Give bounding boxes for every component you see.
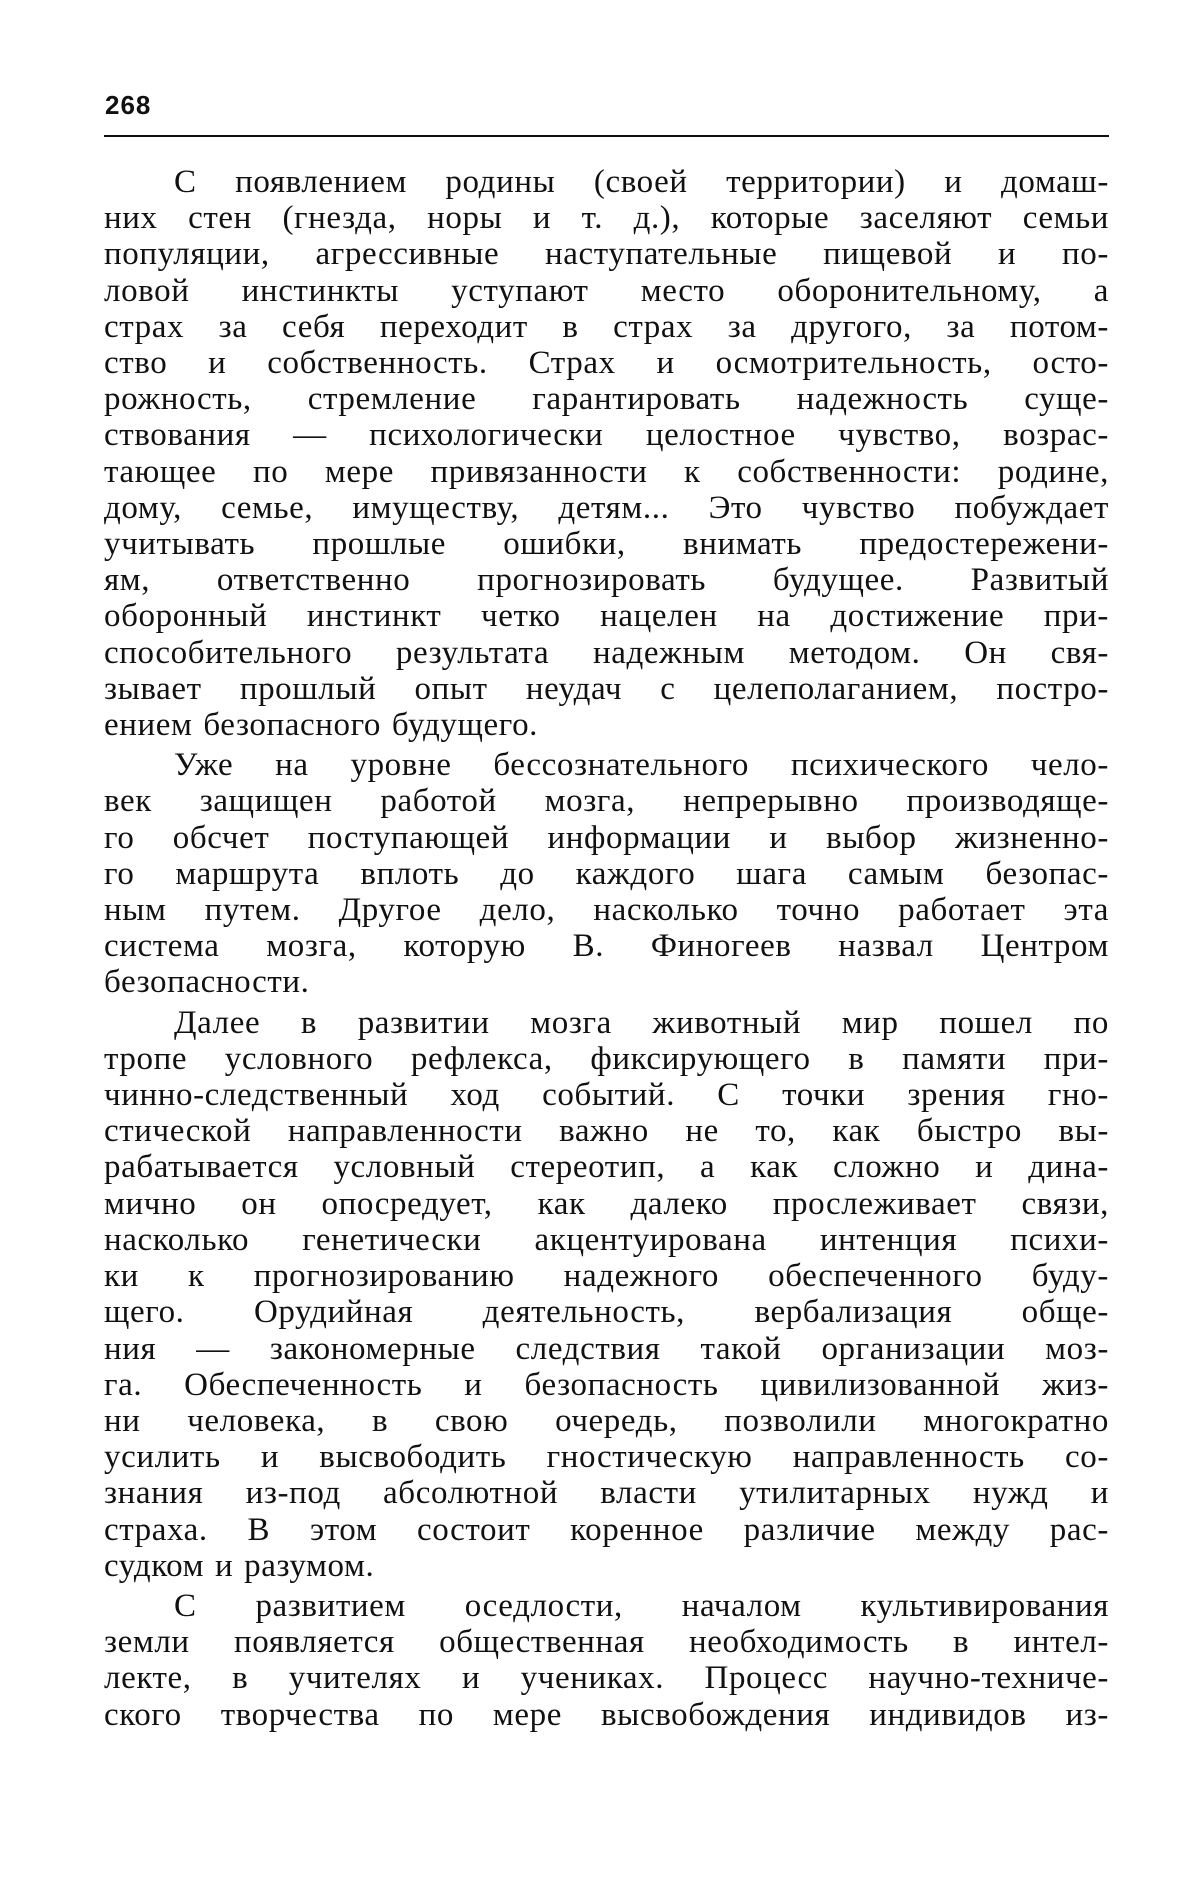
paragraph-2 <box>104 747 1109 1000</box>
text-line: рожность, стремление гарантировать надежность суще- <box>104 381 1109 418</box>
text-line: век защищен работой мозга, непрерывно производяще- <box>104 783 1109 820</box>
text-line: ловой инстинкты уступают место оборонительному, а <box>104 272 1109 309</box>
text-line: знания из-под абсолютной власти утилитарных нужд и <box>104 1475 1109 1512</box>
text-line: стической направленности важно не то, как быстро вы- <box>104 1113 1109 1150</box>
text-line: способительного результата надежным методом. Он свя- <box>104 634 1109 671</box>
paragraph-3 <box>104 1005 1109 1584</box>
text-line: учитывать прошлые ошибки, внимать предостережени- <box>104 526 1109 563</box>
text-line: Уже на уровне бессознательного психического чело- <box>174 747 1109 784</box>
text-line: них стен (гнезда, норы и т. д.), которые заселяют семьи <box>104 200 1109 237</box>
text-line: лекте, в учителях и учениках. Процесс научно-техниче- <box>104 1660 1109 1697</box>
text-line: Далее в развитии мозга животный мир пошел по <box>174 1004 1109 1041</box>
text-line: ствования — психологически целостное чувство, возрас- <box>104 417 1109 454</box>
text-line: популяции, агрессивные наступательные пищевой и по- <box>104 236 1109 273</box>
text-line: ным путем. Другое дело, насколько точно работает эта <box>104 892 1109 929</box>
text-line: С развитием оседлости, началом культивирования <box>174 1587 1109 1624</box>
text-line: судком и разумом. <box>104 1547 375 1584</box>
text-line: ство и собственность. Страх и осмотрительность, осто- <box>104 345 1109 382</box>
text-line: дому, семье, имуществу, детям... Это чувство побуждает <box>104 489 1109 526</box>
text-line: страха. В этом состоит коренное различие между рас- <box>104 1511 1109 1548</box>
header-rule <box>104 135 1109 137</box>
text-line: насколько генетически акцентуирована интенция психи- <box>104 1221 1109 1258</box>
text-line: страх за себя переходит в страх за другого, за потом- <box>104 308 1109 345</box>
text-line: ского творчества по мере высвобождения индивидов из- <box>104 1696 1109 1733</box>
text-line: ям, ответственно прогнозировать будущее. Развитый <box>104 562 1109 599</box>
text-line: тропе условного рефлекса, фиксирующего в памяти при- <box>104 1040 1109 1077</box>
text-line: ния — закономерные следствия такой организации моз- <box>104 1330 1109 1367</box>
paragraph-1 <box>104 164 1109 743</box>
text-line: мично он опосредует, как далеко прослеживает связи, <box>104 1185 1109 1222</box>
text-line: га. Обеспеченность и безопасность цивилизованной жиз- <box>104 1366 1109 1403</box>
text-line: щего. Орудийная деятельность, вербализация обще- <box>104 1294 1109 1331</box>
text-line: С появлением родины (своей территории) и домаш- <box>174 164 1109 200</box>
page-number: 268 <box>105 90 152 120</box>
paragraph-4 <box>104 1588 1109 1733</box>
text-line: ни человека, в свою очередь, позволили многократно <box>104 1402 1109 1439</box>
text-line: го маршрута вплоть до каждого шага самым безопас- <box>104 855 1109 892</box>
text-line: безопасности. <box>104 964 310 1001</box>
text-line: ением безопасного будущего. <box>104 707 539 744</box>
text-line: рабатывается условный стереотип, а как сложно и дина- <box>104 1149 1109 1186</box>
text-line: зывает прошлый опыт неудач с целеполаганием, постро- <box>104 670 1109 707</box>
text-line: го обсчет поступающей информации и выбор жизненно- <box>104 819 1109 856</box>
text-line: тающее по мере привязанности к собственности: родине, <box>104 453 1109 490</box>
text-line: усилить и высвободить гностическую направленность со- <box>104 1439 1109 1476</box>
text-line: ки к прогнозированию надежного обеспеченного буду- <box>104 1258 1109 1295</box>
text-line: земли появляется общественная необходимость в интел- <box>104 1624 1109 1661</box>
text-line: оборонный инстинкт четко нацелен на достижение при- <box>104 598 1109 635</box>
text-line: чинно-следственный ход событий. С точки зрения гно- <box>104 1077 1109 1114</box>
body-text <box>104 164 1109 1737</box>
text-line: система мозга, которую В. Финогеев назвал Центром <box>104 928 1109 965</box>
